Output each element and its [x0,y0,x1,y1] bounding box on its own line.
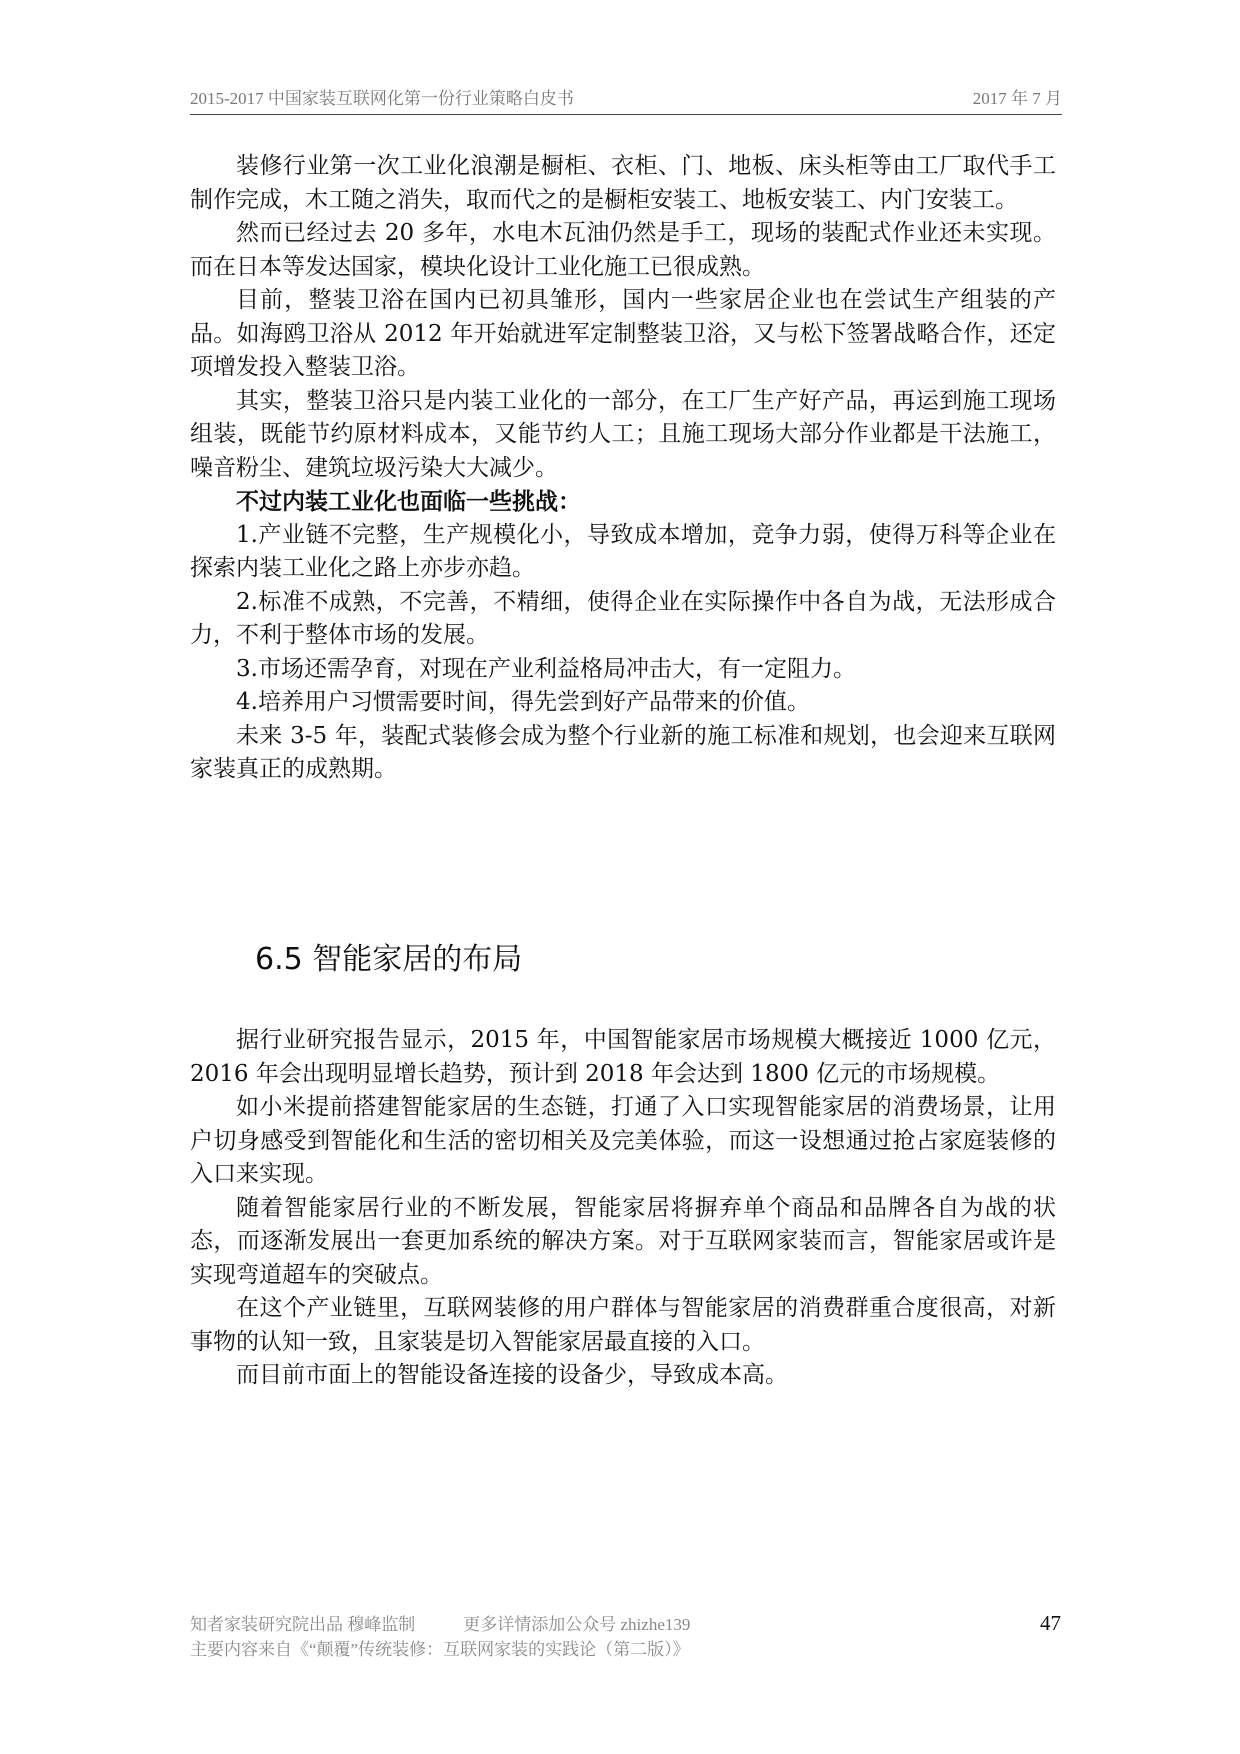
paragraph: 然而已经过去 20 多年，水电木瓦油仍然是手工，现场的装配式作业还未实现。而在日本等发达国家，模块化设计工业化施工已很成熟。 [190,220,1056,280]
body-section-1 [190,150,1056,787]
list-item: 1.产业链不完整，生产规模化小，导致成本增加，竞争力弱，使得万科等企业在探索内装工业化之路上亦步亦趋。 [190,521,1056,581]
paragraph: 在这个产业链里，互联网装修的用户群体与智能家居的消费群重合度很高，对新事物的认知一致，且家装是切入智能家居最直接的入口。 [190,1295,1056,1355]
paragraph: 装修行业第一次工业化浪潮是橱柜、衣柜、门、地板、床头柜等由工厂取代手工制作完成，木工随之消失，取而代之的是橱柜安装工、地板安装工、内门安装工。 [190,153,1056,213]
page-number: 47 [1040,1611,1061,1635]
footer-source: 主要内容来自《“颠覆”传统装修：互联网家装的实践论（第二版）》 [190,1640,690,1659]
list-item: 2.标准不成熟，不完善，不精细，使得企业在实际操作中各自为战，无法形成合力，不利于整体市场的发展。 [190,588,1056,648]
footer-contact: 更多详情添加公众号 zhizhe139 [463,1615,691,1634]
challenges-heading: 不过内装工业化也面临一些挑战： [236,488,581,515]
list-item: 3.市场还需孕育，对现在产业利益格局冲击大，有一定阻力。 [236,655,856,682]
page-header [190,88,1062,110]
paragraph: 如小米提前搭建智能家居的生态链，打通了入口实现智能家居的消费场景，让用户切身感受到智能化和生活的密切相关及完美体验，而这一设想通过抢占家庭装修的入口来实现。 [190,1094,1056,1187]
header-title: 2015-2017 中国家装互联网化第一份行业策略白皮书 [190,89,574,108]
body-section-2 [190,1024,1056,1393]
paragraph: 据行业研究报告显示，2015 年，中国智能家居市场规模大概接近 1000 亿元，2016 年会出现明显增长趋势，预计到 2018 年会达到 1800 亿元的市场规模。 [190,1027,1056,1087]
list-item: 4.培养用户习惯需要时间，得先尝到好产品带来的价值。 [236,689,810,715]
footer-publisher: 知者家装研究院出品 穆峰监制 [190,1615,416,1634]
page-footer [190,1612,1062,1662]
header-date: 2017 年 7 月 [972,89,1062,108]
paragraph: 未来 3-5 年，装配式装修会成为整个行业新的施工标准和规划，也会迎来互联网家装真正的成熟期。 [190,722,1056,782]
section-heading: 6.5 智能家居的布局 [255,942,523,977]
paragraph: 目前，整装卫浴在国内已初具雏形，国内一些家居企业也在尝试生产组装的产品。如海鸥卫浴从 2012 年开始就进军定制整装卫浴，又与松下签署战略合作，还定项增发投入整装卫浴。 [190,287,1056,380]
paragraph: 而目前市面上的智能设备连接的设备少，导致成本高。 [236,1362,788,1388]
paragraph: 随着智能家居行业的不断发展，智能家居将摒弃单个商品和品牌各自为战的状态，而逐渐发展出一套更加系统的解决方案。对于互联网家装而言，智能家居或许是实现弯道超车的突破点。 [190,1194,1056,1288]
paragraph: 其实，整装卫浴只是内装工业化的一部分，在工厂生产好产品，再运到施工现场组装，既能节约原材料成本，又能节约人工；且施工现场大部分作业都是干法施工，噪音粉尘、建筑垃圾污染大大减少。 [190,387,1056,481]
header-divider [190,114,1062,115]
